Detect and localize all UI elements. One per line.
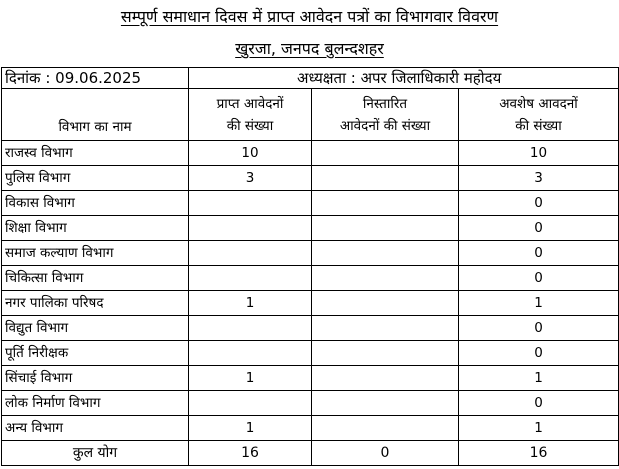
dept-cell: सिंचाई विभाग [2,366,189,391]
received-cell [189,316,312,341]
chair-cell: अध्यक्षता : अपर जिलाधिकारी महोदय [189,68,619,89]
pending-cell: 0 [459,266,619,291]
total-received: 16 [189,441,312,466]
disposed-cell [312,141,459,166]
pending-cell: 0 [459,241,619,266]
total-pending: 16 [459,441,619,466]
pending-cell: 1 [459,416,619,441]
pending-header: अवशेष आवदनों की संख्या [459,89,619,141]
dept-header: विभाग का नाम [2,89,189,141]
table-row [2,266,619,291]
dept-cell: शिक्षा विभाग [2,216,189,241]
received-cell: 10 [189,141,312,166]
pending-cell: 0 [459,191,619,216]
received-cell: 1 [189,366,312,391]
dept-cell: विद्युत विभाग [2,316,189,341]
date-cell: दिनांक : 09.06.2025 [2,68,189,89]
table-row [2,416,619,441]
dept-cell: नगर पालिका परिषद [2,291,189,316]
table-row [2,141,619,166]
received-cell [189,241,312,266]
received-header: प्राप्त आवेदनों की संख्या [189,89,312,141]
pending-cell: 10 [459,141,619,166]
table-row [2,166,619,191]
pending-cell: 1 [459,291,619,316]
meta-row [2,68,619,89]
received-cell [189,341,312,366]
dept-cell: अन्य विभाग [2,416,189,441]
table-row [2,241,619,266]
pending-cell: 3 [459,166,619,191]
disposed-cell [312,316,459,341]
disposed-cell [312,266,459,291]
report-subtitle: खुरजा, जनपद बुलन्दशहर [235,39,384,58]
dept-cell: समाज कल्याण विभाग [2,241,189,266]
disposed-cell [312,366,459,391]
disposed-cell [312,341,459,366]
table-row [2,191,619,216]
disposed-cell [312,216,459,241]
pending-cell: 0 [459,316,619,341]
pending-cell: 0 [459,341,619,366]
dept-cell: चिकित्सा विभाग [2,266,189,291]
department-table [1,67,619,466]
disposed-cell [312,416,459,441]
disposed-header: निस्तारित आवेदनों की संख्या [312,89,459,141]
table-row [2,316,619,341]
dept-cell: पुलिस विभाग [2,166,189,191]
total-row [2,441,619,466]
disposed-cell [312,291,459,316]
dept-cell: पूर्ति निरीक्षक [2,341,189,366]
disposed-cell [312,391,459,416]
received-cell [189,266,312,291]
table-row [2,341,619,366]
dept-cell: विकास विभाग [2,191,189,216]
total-label: कुल योग [2,441,189,466]
received-cell [189,191,312,216]
report-title: सम्पूर्ण समाधान दिवस में प्राप्त आवेदन पत्रों का विभागवार विवरण [120,7,499,26]
received-cell: 3 [189,166,312,191]
table-row [2,291,619,316]
disposed-cell [312,241,459,266]
received-cell: 1 [189,416,312,441]
received-cell [189,216,312,241]
disposed-cell [312,166,459,191]
received-cell: 1 [189,291,312,316]
table-row [2,391,619,416]
pending-cell: 1 [459,366,619,391]
column-header-row [2,89,619,141]
table-row [2,216,619,241]
total-disposed: 0 [312,441,459,466]
disposed-cell [312,191,459,216]
dept-cell: राजस्व विभाग [2,141,189,166]
table-row [2,366,619,391]
pending-cell: 0 [459,391,619,416]
pending-cell: 0 [459,216,619,241]
dept-cell: लोक निर्माण विभाग [2,391,189,416]
received-cell [189,391,312,416]
